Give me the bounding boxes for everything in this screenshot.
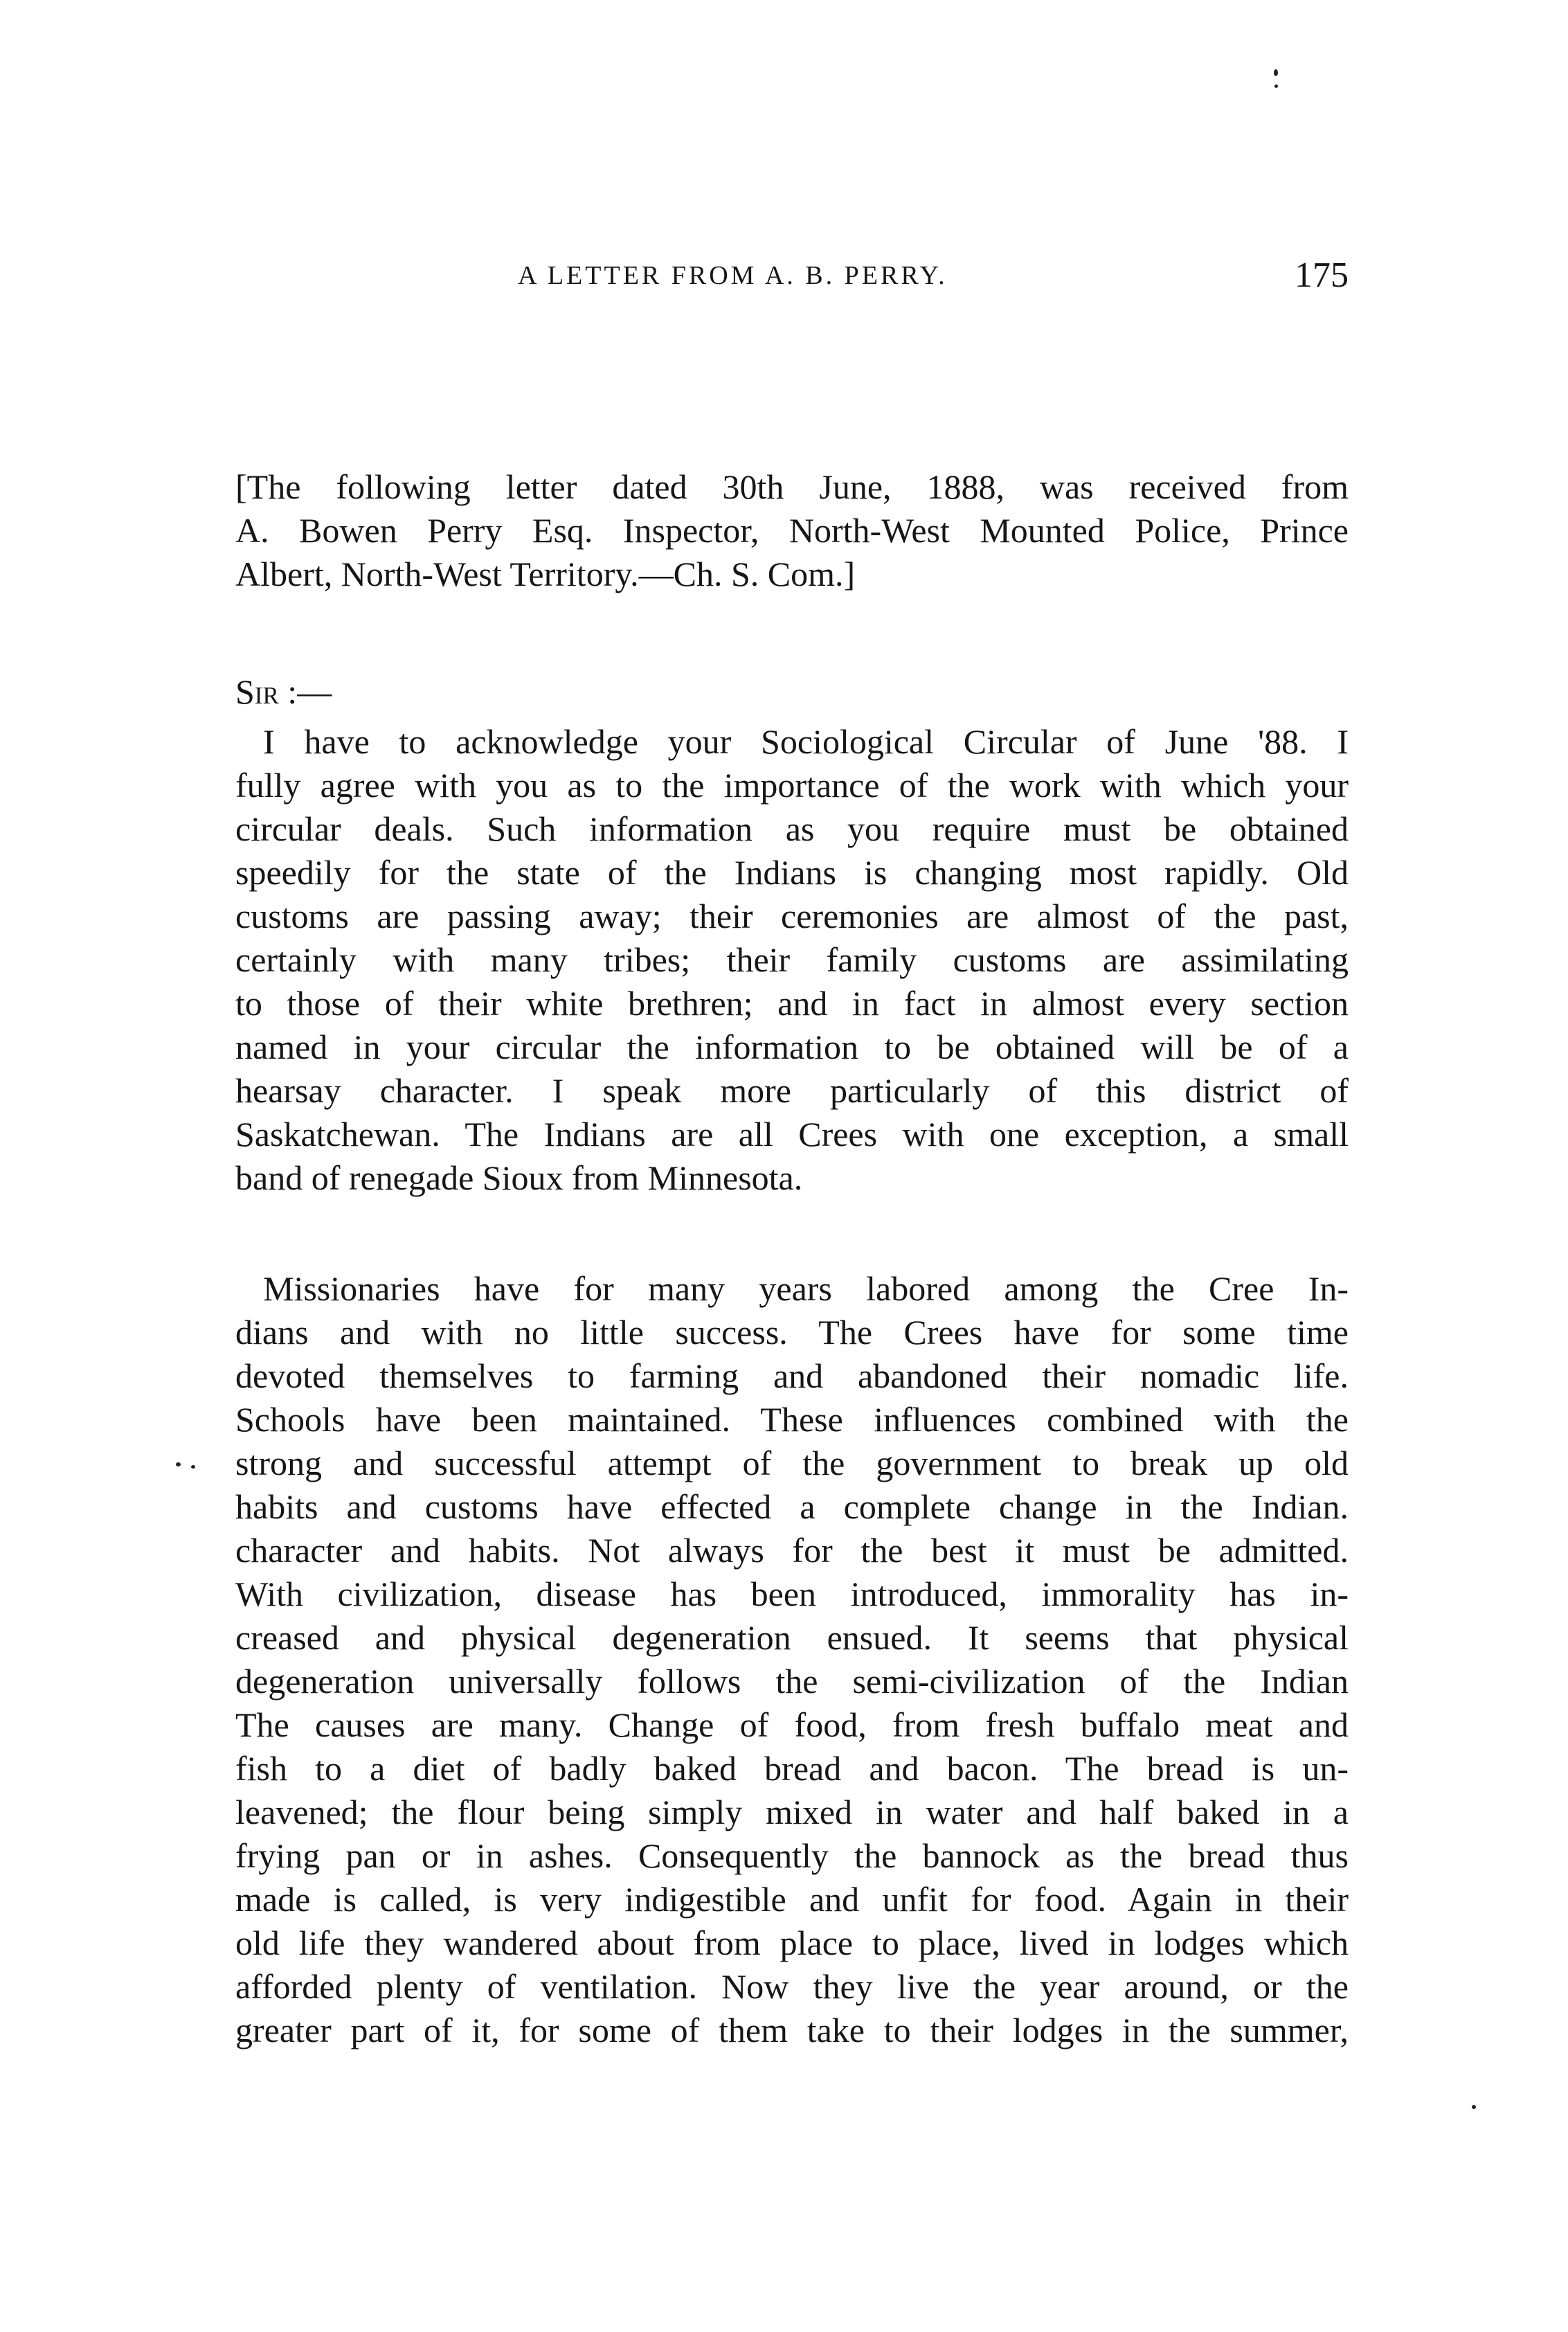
paragraph-line: creased and physical degeneration ensued. It seems that physical [235, 1618, 1349, 1657]
paragraph-line: made is called, is very indigestible and unfit for food. Again in their [235, 1880, 1349, 1919]
paragraph-1 [235, 720, 1349, 1200]
paragraph-line: speedily for the state of the Indians is changing most rapidly. Old [235, 853, 1349, 892]
paragraph-line: Schools have been maintained. These influences combined with the [235, 1400, 1349, 1439]
scan-speck [1274, 84, 1278, 88]
paragraph-line: greater part of it, for some of them take to their lodges in the summer, [235, 2011, 1349, 2050]
paragraph-line: With civilization, disease has been introduced, immorality has in- [235, 1575, 1349, 1613]
paragraph-line: degeneration universally follows the semi-civilization of the Indian [235, 1662, 1349, 1701]
paragraph-line: character and habits. Not always for the best it must be admitted. [235, 1531, 1349, 1570]
paragraph-line: customs are passing away; their ceremonies are almost of the past, [235, 897, 1349, 935]
paragraph-line: frying pan or in ashes. Consequently the bannock as the bread thus [235, 1836, 1349, 1875]
paragraph-line: dians and with no little success. The Crees have for some time [235, 1313, 1349, 1352]
page-number: 175 [1295, 255, 1349, 295]
paragraph-line: fish to a diet of badly baked bread and bacon. The bread is un- [235, 1749, 1349, 1788]
paragraph-line: hearsay character. I speak more particularly of this district of [235, 1071, 1349, 1110]
paragraph-line: Saskatchewan. The Indians are all Crees with one exception, a small [235, 1115, 1349, 1154]
paragraph-line: circular deals. Such information as you require must be obtained [235, 809, 1349, 848]
scan-speck [1472, 2105, 1476, 2109]
paragraph-line: leavened; the flour being simply mixed in water and half baked in a [235, 1793, 1349, 1831]
editorial-note-line: Albert, North-West Territory.—Ch. S. Com.] [235, 555, 856, 593]
salutation: Sir :— [235, 672, 332, 711]
scan-speck [1274, 69, 1278, 76]
paragraph-line: devoted themselves to farming and abandoned their nomadic life. [235, 1356, 1349, 1395]
editorial-note-line: A. Bowen Perry Esq. Inspector, North-West Mounted Police, Prince [235, 511, 1349, 550]
paragraph-line: I have to acknowledge your Sociological Circular of June '88. I [263, 722, 1349, 761]
scan-speck [176, 1462, 181, 1467]
running-title: A LETTER FROM A. B. PERRY. [518, 261, 948, 290]
paragraph-line: The causes are many. Change of food, from fresh buffalo meat and [235, 1705, 1349, 1744]
running-header [235, 255, 1349, 303]
paragraph-2 [235, 1267, 1349, 2052]
paragraph-line: fully agree with you as to the importance of the work with which your [235, 766, 1349, 805]
editorial-note-line: [The following letter dated 30th June, 1888, was received from [235, 467, 1349, 506]
scan-speck [191, 1465, 195, 1469]
paragraph-line: habits and customs have effected a complete change in the Indian. [235, 1487, 1349, 1526]
paragraph-line: named in your circular the information to be obtained will be of a [235, 1028, 1349, 1066]
paragraph-line: old life they wandered about from place to place, lived in lodges which [235, 1923, 1349, 1962]
paragraph-line: strong and successful attempt of the government to break up old [235, 1444, 1349, 1482]
paragraph-line: afforded plenty of ventilation. Now they live the year around, or the [235, 1967, 1349, 2006]
paragraph-line: certainly with many tribes; their family customs are assimilating [235, 940, 1349, 979]
paragraph-line: band of renegade Sioux from Minnesota. [235, 1158, 803, 1197]
editorial-note [235, 465, 1349, 596]
paragraph-line: to those of their white brethren; and in fact in almost every section [235, 984, 1349, 1023]
paragraph-line: Missionaries have for many years labored among the Cree In- [263, 1269, 1349, 1308]
